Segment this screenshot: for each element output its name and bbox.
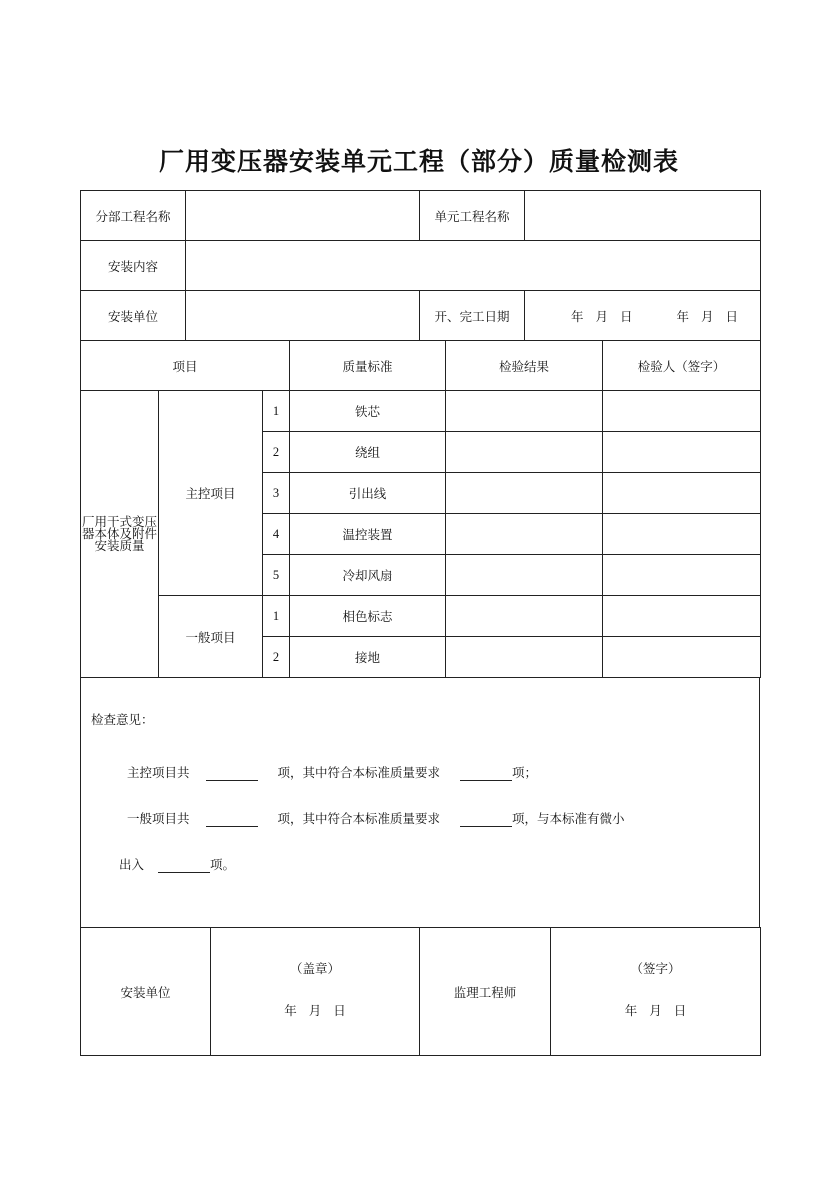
category-label: 厂用干式变压器本体及附件安装质量 [81,391,159,678]
result-cell[interactable] [446,514,603,555]
subproject-field[interactable] [186,191,420,241]
opinion-line-2 [127,809,625,827]
col-item: 项目 [81,341,290,391]
standard-cell: 引出线 [290,473,446,514]
supervisor-label: 监理工程师 [420,928,551,1056]
main-pass-label: 项，其中符合本标准质量要求 [277,765,441,780]
installer-date [211,1001,419,1019]
opinion-line-1 [127,763,537,781]
inspector-cell[interactable] [603,473,761,514]
main-total-label: 主控项目共 [127,765,190,780]
row-number: 1 [263,391,290,432]
opinion-line-3 [119,855,235,873]
end-day: 日 [725,308,739,324]
table-row [81,391,761,432]
deviation-label: 出入 [119,857,145,872]
end-year: 年 [676,308,689,324]
month: 月 [649,1002,662,1018]
sign-label: （签字） [630,960,681,976]
start-day: 日 [619,308,633,324]
inspector-cell[interactable] [603,637,761,678]
standard-cell: 绕组 [290,432,446,473]
dates-label: 开、完工日期 [420,291,525,341]
main-total-blank[interactable] [206,768,258,781]
day: 日 [673,1002,687,1018]
result-cell[interactable] [446,432,603,473]
general-pass-label: 项，其中符合本标准质量要求 [277,811,441,826]
general-total-blank[interactable] [206,814,258,827]
month: 月 [308,1002,322,1018]
result-cell[interactable] [446,391,603,432]
col-inspector: 检验人（签字） [603,341,761,391]
opinion-box [80,677,760,928]
subproject-label: 分部工程名称 [81,191,186,241]
deviation-end: 项。 [210,857,236,872]
row-number: 3 [263,473,290,514]
installer-label: 安装单位 [81,291,186,341]
row-number: 5 [263,555,290,596]
dates-field[interactable] [525,291,761,341]
year: 年 [284,1002,297,1018]
seal-label: （盖章） [289,960,340,976]
standard-cell: 温控装置 [290,514,446,555]
col-result: 检验结果 [446,341,603,391]
content-field[interactable] [186,241,761,291]
end-month: 月 [701,308,714,324]
general-end: 项，与本标准有微小 [512,811,625,826]
table-row [81,596,761,637]
deviation-blank[interactable] [158,860,210,873]
day: 日 [333,1002,346,1018]
header-table [80,190,761,341]
row-number: 2 [263,432,290,473]
row-number: 2 [263,637,290,678]
start-month: 月 [595,308,608,324]
standard-cell: 铁芯 [290,391,446,432]
group-general-label: 一般项目 [159,596,263,678]
inspector-cell[interactable] [603,514,761,555]
inspector-cell[interactable] [603,555,761,596]
inspector-cell[interactable] [603,391,761,432]
supervisor-sign-cell[interactable] [551,928,761,1056]
group-main-label: 主控项目 [159,391,263,596]
result-cell[interactable] [446,596,603,637]
footer-installer-label: 安装单位 [81,928,211,1056]
col-standard: 质量标准 [290,341,446,391]
supervisor-date [551,1001,760,1019]
inspection-table [80,340,761,678]
inspector-cell[interactable] [603,596,761,637]
row-number: 1 [263,596,290,637]
main-pass-blank[interactable] [460,768,512,781]
inspector-cell[interactable] [603,432,761,473]
unit-label: 单元工程名称 [420,191,525,241]
standard-cell: 接地 [290,637,446,678]
document-title: 厂用变压器安装单元工程（部分）质量检测表 [158,147,679,176]
year: 年 [624,1002,638,1018]
opinion-label: 检查意见： [91,712,154,727]
general-pass-blank[interactable] [460,814,512,827]
standard-cell: 冷却风扇 [290,555,446,596]
start-year: 年 [570,308,584,324]
result-cell[interactable] [446,555,603,596]
general-total-label: 一般项目共 [127,811,190,826]
installer-seal-cell[interactable] [211,928,420,1056]
result-cell[interactable] [446,473,603,514]
unit-field[interactable] [525,191,761,241]
standard-cell: 相色标志 [290,596,446,637]
row-number: 4 [263,514,290,555]
main-end: 项； [512,765,538,780]
signature-table [80,927,761,1056]
result-cell[interactable] [446,637,603,678]
installer-field[interactable] [186,291,420,341]
content-label: 安装内容 [81,241,186,291]
